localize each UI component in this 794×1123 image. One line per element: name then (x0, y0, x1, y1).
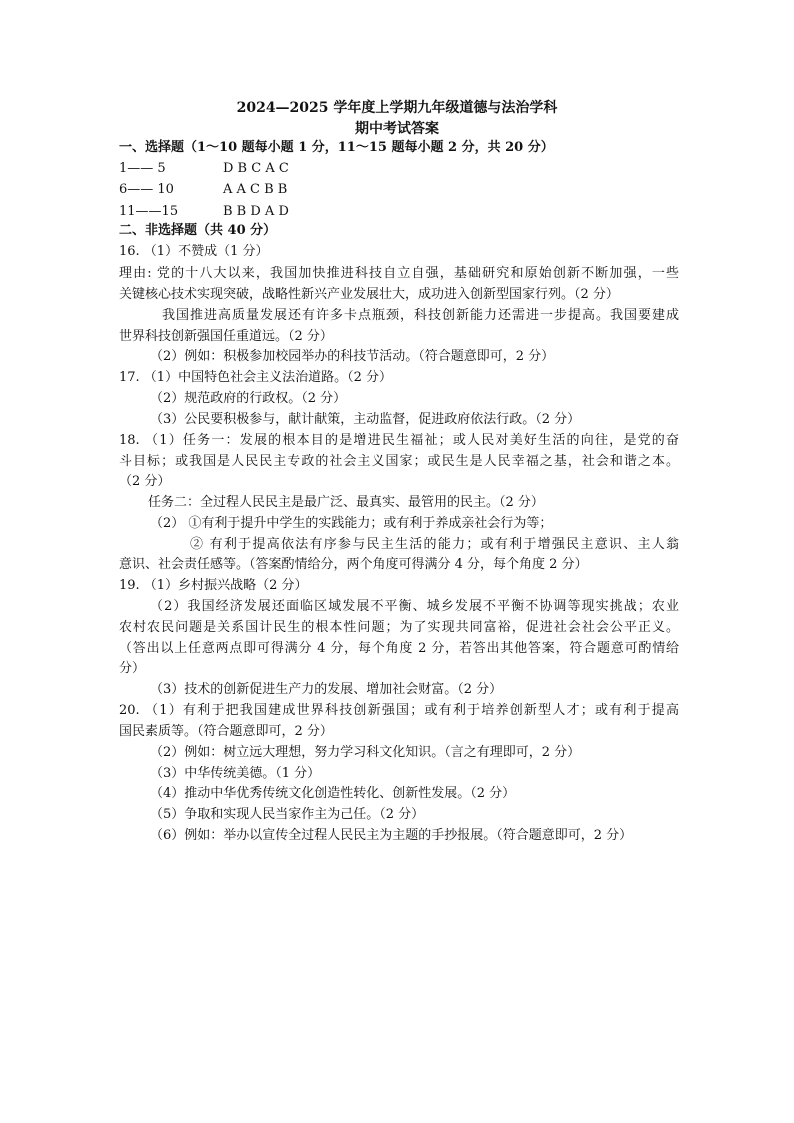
q18-line: 意识、社会责任感等。（答案酌情给分，两个角度可得满分 4 分，每个角度 2 分） (119, 557, 588, 572)
q18-line: 斗目标；或我国是人民民主专政的社会主义国家；或民生是人民幸福之基，社会和谐之本。 (119, 454, 679, 469)
q18-line: 任务二：全过程人民民主是最广泛、最真实、最管用的民主。（2 分） (148, 495, 544, 510)
q16-line: 理由: 党的十八大以来，我国加快推进科技自立自强，基础研究和原始创新不断加强，一些 (119, 266, 679, 281)
q18-line: 18. （1）任务一：发展的根本目的是增进民生福祉；或人民对美好生活的向往，是党的奋 (119, 433, 679, 448)
q20-line: （3）中华传统美德。（1 分） (150, 766, 321, 781)
document-subtitle: 期中考试答案 (355, 121, 439, 137)
q17-line: （2）规范政府的行政权。（2 分） (150, 391, 347, 406)
choice-range: 11——15 (119, 204, 179, 219)
q20-line: （2）例如：树立远大理想，努力学习科文化知识。（言之有理即可，2 分） (150, 745, 581, 760)
q19-line: （3）技术的创新促进生产力的发展、增加社会财富。（2 分） (150, 682, 503, 697)
q20-line: （4）推动中华优秀传统文化创造性转化、创新性发展。（2 分） (150, 786, 516, 801)
q20-line: （5）争取和实现人民当家作主为己任。（2 分） (150, 807, 425, 822)
choice-answers: B B D A D (223, 204, 289, 219)
q18-line: （2 分） (119, 474, 171, 489)
choice-range: 6—— 10 (119, 182, 174, 197)
q19-line: （2）我国经济发展还面临区域发展不平衡、城乡发展不平衡不协调等现实挑战；农业 (150, 599, 679, 614)
q17-line: 17. （1）中国特色社会主义法治道路。（2 分） (119, 370, 392, 385)
choice-answers: A A C B B (223, 182, 288, 197)
q18-line: ② 有利于提高依法有序参与民主生活的能力；或有利于增强民主意识、主人翁 (190, 537, 679, 552)
q16-line: 16. （1）不赞成（1 分） (119, 244, 269, 259)
choice-row (119, 180, 679, 200)
q16-line: 我国推进高质量发展还有许多卡点瓶颈，科技创新能力还需进一步提高。我国要建成 (162, 308, 679, 323)
q18-line: （2） ①有利于提升中学生的实践能力；或有利于养成亲社会行为等； (150, 516, 553, 531)
choice-range: 1—— 5 (119, 161, 166, 176)
section-2-heading: 二、非选择题（共 40 分） (119, 223, 277, 238)
document-title: 2024—2025 学年度上学期九年级道德与法治学科 (236, 100, 558, 116)
q19-line: （答出以上任意两点即可得满分 4 分，每个角度 2 分，若答出其他答案，符合题意可酌情给 (119, 641, 679, 656)
q20-line: （6）例如：举办以宣传全过程人民民主为主题的手抄报展。（符合题意即可，2 分） (150, 828, 633, 843)
q16-line: 关键核心技术实现突破，战略性新兴产业发展壮大，成功进入创新型国家行列。（2 分） (119, 287, 619, 302)
q19-line: 19. （1）乡村振兴战略（2 分） (119, 578, 308, 593)
choice-answers: D B C A C (223, 161, 289, 176)
q16-line: （2）例如：积极参加校园举办的科技节活动。（符合题意即可，2 分） (150, 349, 555, 364)
q19-line: 农村农民问题是关系国计民生的根本性问题；为了实现共同富裕，促进社会社会公平正义。 (119, 620, 679, 635)
q16-line: 世界科技创新强国任重道远。（2 分） (119, 329, 333, 344)
choice-row (119, 202, 679, 222)
section-1-heading: 一、选择题（1～10 题每小题 1 分，11～15 题每小题 2 分，共 20 分） (119, 140, 554, 155)
q19-line: 分） (119, 661, 146, 676)
q20-line: 国民素质等。（符合题意即可，2 分） (119, 724, 333, 739)
q20-line: 20. （1）有利于把我国建成世界科技创新强国；或有利于培养创新型人才；或有利于提高 (119, 703, 679, 718)
choice-row (119, 159, 679, 179)
q17-line: （3）公民要积极参与，献计献策，主动监督，促进政府依法行政。（2 分） (150, 412, 581, 427)
